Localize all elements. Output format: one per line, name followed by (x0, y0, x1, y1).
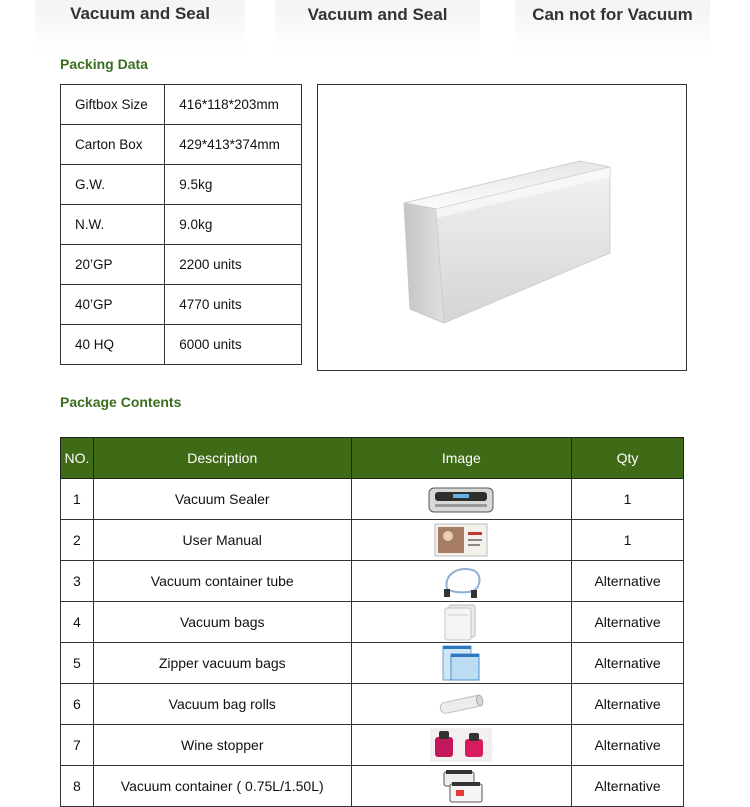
row-qty: 1 (572, 520, 684, 561)
packing-value: 6000 units (165, 325, 302, 365)
row-qty: Alternative (572, 766, 684, 807)
table-row (61, 561, 684, 602)
table-row (61, 643, 684, 684)
row-image (351, 643, 572, 684)
row-no: 6 (61, 684, 94, 725)
container-icon (436, 768, 486, 804)
packing-label: 40’GP (61, 285, 165, 325)
table-row (61, 285, 302, 325)
top-banner (0, 0, 750, 52)
packing-data-table (60, 84, 302, 365)
packing-label: Giftbox Size (61, 85, 165, 125)
packing-value: 2200 units (165, 245, 302, 285)
table-row (61, 684, 684, 725)
table-header-row (61, 438, 684, 479)
banner-cell (35, 0, 245, 52)
row-no: 2 (61, 520, 94, 561)
table-row (61, 245, 302, 285)
header-no: NO. (61, 438, 94, 479)
row-image (351, 602, 572, 643)
row-description: Vacuum Sealer (93, 479, 351, 520)
table-row (61, 165, 302, 205)
vacuum-bags-icon (439, 603, 483, 641)
packing-value: 9.5kg (165, 165, 302, 205)
packing-value: 9.0kg (165, 205, 302, 245)
packing-value: 429*413*374mm (165, 125, 302, 165)
table-row (61, 125, 302, 165)
row-description: Vacuum bag rolls (93, 684, 351, 725)
tube-icon (439, 563, 483, 599)
row-no: 5 (61, 643, 94, 684)
packing-label: G.W. (61, 165, 165, 205)
row-image (351, 561, 572, 602)
wine-stopper-icon (429, 727, 493, 763)
row-no: 7 (61, 725, 94, 766)
header-description: Description (93, 438, 351, 479)
package-contents-title: Package Contents (60, 394, 182, 410)
package-contents-table (60, 437, 684, 807)
row-description: Vacuum container tube (93, 561, 351, 602)
row-image (351, 479, 572, 520)
table-row (61, 520, 684, 561)
packing-label: N.W. (61, 205, 165, 245)
row-image (351, 766, 572, 807)
packing-value: 416*118*203mm (165, 85, 302, 125)
user-manual-icon (434, 522, 488, 558)
table-row (61, 85, 302, 125)
banner-cell (275, 0, 480, 52)
giftbox-image-panel (317, 84, 687, 371)
banner-text: Vacuum and Seal (70, 4, 210, 23)
row-description: Vacuum container ( 0.75L/1.50L) (93, 766, 351, 807)
vacuum-sealer-icon (427, 483, 495, 515)
banner-text: Can not for Vacuum (532, 5, 693, 24)
zipper-bags-icon (437, 644, 485, 682)
row-no: 1 (61, 479, 94, 520)
packing-value: 4770 units (165, 285, 302, 325)
giftbox-image (318, 85, 686, 370)
row-no: 8 (61, 766, 94, 807)
row-description: Vacuum bags (93, 602, 351, 643)
table-row (61, 602, 684, 643)
table-row (61, 479, 684, 520)
row-image (351, 520, 572, 561)
banner-text: Vacuum and Seal (307, 5, 448, 24)
row-description: Wine stopper (93, 725, 351, 766)
row-qty: Alternative (572, 643, 684, 684)
table-row (61, 205, 302, 245)
row-qty: Alternative (572, 725, 684, 766)
table-row (61, 766, 684, 807)
row-image (351, 684, 572, 725)
table-row (61, 725, 684, 766)
row-image (351, 725, 572, 766)
packing-data-title: Packing Data (60, 56, 148, 72)
table-row (61, 325, 302, 365)
packing-label: 20’GP (61, 245, 165, 285)
row-description: Zipper vacuum bags (93, 643, 351, 684)
row-description: User Manual (93, 520, 351, 561)
banner-cell (515, 0, 710, 52)
row-qty: 1 (572, 479, 684, 520)
header-qty: Qty (572, 438, 684, 479)
row-no: 3 (61, 561, 94, 602)
row-qty: Alternative (572, 561, 684, 602)
row-qty: Alternative (572, 602, 684, 643)
row-no: 4 (61, 602, 94, 643)
header-image: Image (351, 438, 572, 479)
bag-roll-icon (436, 689, 486, 719)
packing-label: 40 HQ (61, 325, 165, 365)
packing-label: Carton Box (61, 125, 165, 165)
row-qty: Alternative (572, 684, 684, 725)
